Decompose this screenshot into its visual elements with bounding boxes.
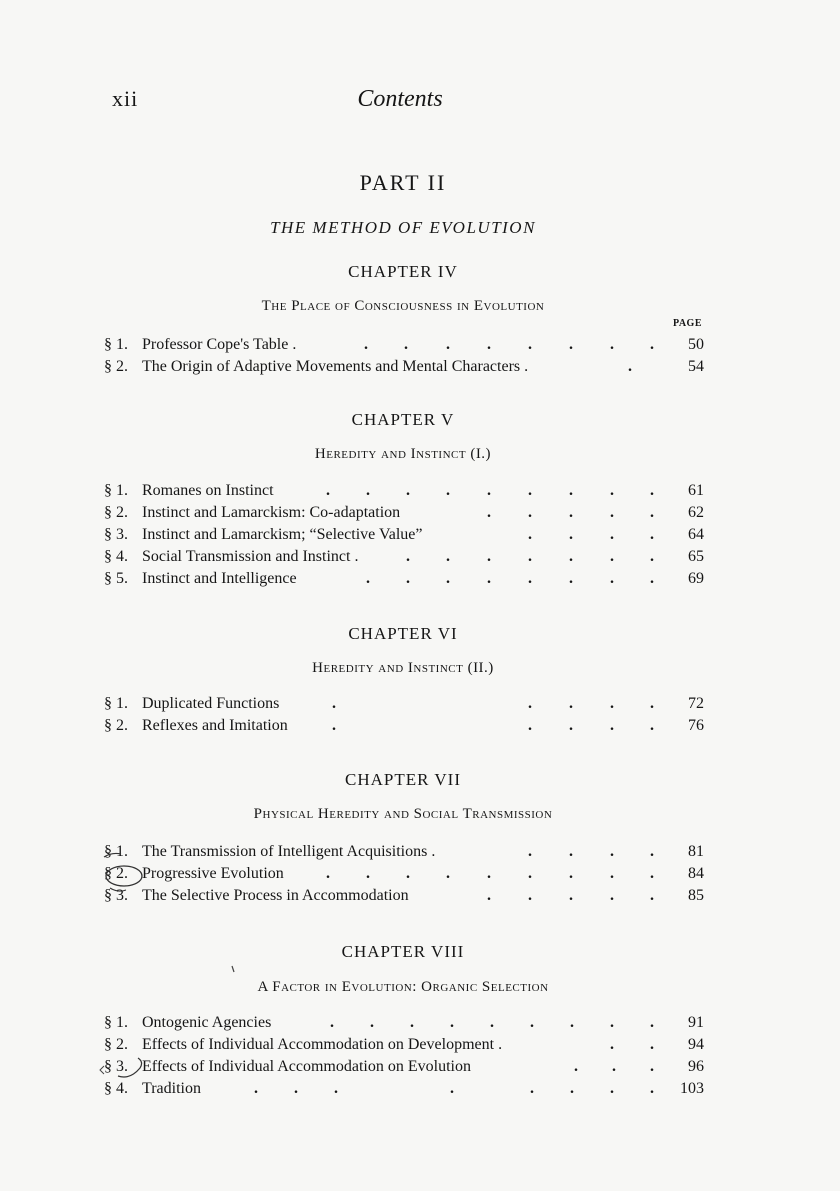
entry-title: Instinct and Lamarckism: Co-adaptation [142,504,401,521]
section-number: § 2. [104,504,128,521]
part-subtitle: THE METHOD OF EVOLUTION [270,218,536,237]
dot-leader: . . . . . [487,504,654,521]
section-number: § 2. [104,1036,128,1053]
dot-leader: . . . . . . . . . [326,482,654,499]
section-number: § 3. [104,1058,128,1075]
entry-title: Romanes on Instinct [142,482,274,499]
page-number: 76 [688,717,704,734]
page-number: 50 [688,336,704,353]
dot-leader: . . [610,1036,654,1053]
entry-title: Duplicated Functions [142,695,280,712]
chapter-title: Heredity and Instinct (I.) [314,446,492,462]
entry-title: Ontogenic Agencies [142,1014,272,1031]
dot-leader: . . . . . . . . . [330,1014,654,1031]
chapter-title: A Factor in Evolution: Organic Selection [257,979,549,995]
section-number: § 1. [104,1014,128,1031]
dot-leader: . . . [574,1058,654,1075]
page-number: 62 [688,504,704,521]
page-number: 61 [688,482,704,499]
page-number: 54 [688,358,704,375]
dot-leader: . . . . . . . . [364,336,654,353]
page-number: 64 [688,526,704,543]
chapter-title: Physical Heredity and Social Transmission [253,806,553,822]
section-number: § 1. [104,482,128,499]
entry-title: The Transmission of Intelligent Acquisitions . [142,843,436,860]
page-number: 103 [680,1080,704,1097]
entry-title: Instinct and Lamarckism; “Selective Value” [142,526,423,543]
part-heading: PART II [359,170,447,195]
chapter-title: The Place of Consciousness in Evolution [261,298,545,314]
entry-title: Social Transmission and Instinct . [142,548,359,565]
section-number: § 2. [104,717,128,734]
dot-leader: . . . . . [332,717,654,734]
entry-title: Professor Cope's Table . [142,336,297,353]
section-number: § 1. [104,695,128,712]
page-number: 96 [688,1058,704,1075]
section-number: § 3. [104,887,128,904]
page-number: 84 [688,865,704,882]
entry-title: Instinct and Intelligence [142,570,297,587]
entry-title: The Origin of Adaptive Movements and Mental Characters . [142,358,529,375]
entry-title: The Selective Process in Accommodation [142,887,409,904]
entry-title: Effects of Individual Accommodation on Development . [142,1036,503,1053]
page-number: 72 [688,695,704,712]
page-number: 81 [688,843,704,860]
page-number: 69 [688,570,704,587]
section-number: § 4. [104,548,128,565]
dot-leader: . [628,358,632,375]
section-number: § 2. [104,865,128,882]
entry-title: Reflexes and Imitation [142,717,288,734]
section-number: § 1. [104,336,128,353]
dot-leader: . . . . . . . [406,548,654,565]
page-number: 94 [688,1036,704,1053]
dot-leader: . . . . . . . . . [326,865,654,882]
section-number: § 4. [104,1080,128,1097]
page-column-label: PAGE [672,318,702,329]
running-title: Contents [357,86,443,112]
section-number: § 1. [104,843,128,860]
page-number: 65 [688,548,704,565]
dot-leader: . . . . [528,843,654,860]
chapter-heading: CHAPTER IV [348,262,458,281]
chapter-title: Heredity and Instinct (II.) [312,660,494,676]
page-folio: xii [112,86,139,111]
chapter-heading: CHAPTER V [351,410,455,429]
entry-title: Progressive Evolution [142,865,284,882]
section-number: § 2. [104,358,128,375]
chapter-heading: CHAPTER VII [345,770,461,789]
dot-leader: . . . . [528,526,654,543]
section-number: § 5. [104,570,128,587]
chapter-heading: CHAPTER VIII [341,942,465,961]
section-number: § 3. [104,526,128,543]
dot-leader: . . . . . . . . [254,1080,654,1097]
dot-leader: . . . . . [487,887,654,904]
dot-leader: . . . . . [332,695,654,712]
dot-leader: . . . . . . . . [366,570,654,587]
entry-title: Tradition [142,1080,201,1097]
chapter-heading: CHAPTER VI [348,624,458,643]
page-number: 91 [688,1014,704,1031]
entry-title: Effects of Individual Accommodation on Evolution [142,1058,471,1075]
page-number: 85 [688,887,704,904]
